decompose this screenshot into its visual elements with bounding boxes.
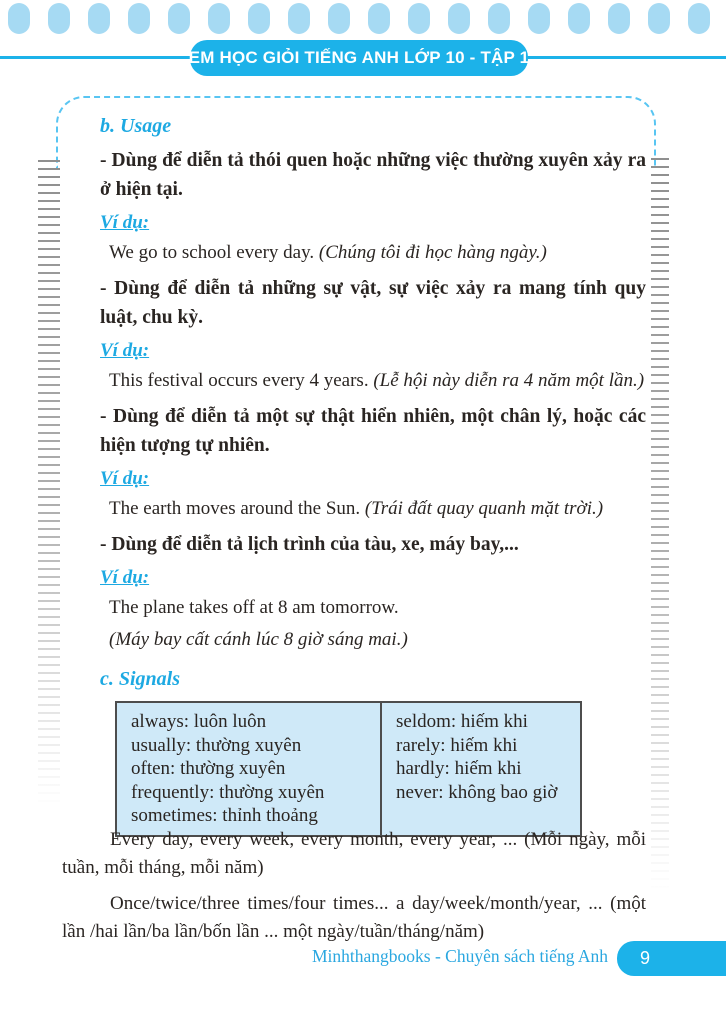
signal-entry: rarely: hiếm khi bbox=[396, 734, 518, 756]
publisher-footer: Minhthangbooks - Chuyên sách tiếng Anh bbox=[311, 946, 608, 966]
example-sentence bbox=[100, 368, 646, 394]
binding-pill-icon bbox=[128, 3, 150, 34]
example-english: We go to school every day. bbox=[109, 242, 315, 263]
usage-rule: - Dùng để diễn tả một sự thật hiển nhiên, một chân lý, hoặc các hiện tượng tự nhiên. bbox=[100, 406, 646, 456]
example-sentence bbox=[100, 496, 646, 522]
binding-pill-icon bbox=[248, 3, 270, 34]
binding-pill-icon bbox=[168, 3, 190, 34]
signals-table-left-column bbox=[117, 703, 382, 835]
example-sentence bbox=[100, 240, 646, 266]
example-label: Ví dụ: bbox=[100, 468, 150, 489]
signal-entry: hardly: hiếm khi bbox=[396, 758, 522, 779]
binding-pill-icon bbox=[528, 3, 550, 34]
usage-rule: - Dùng để diễn tả những sự vật, sự việc xảy ra mang tính quy luật, chu kỳ. bbox=[100, 278, 646, 328]
signals-table-right-column bbox=[382, 703, 580, 835]
signal-entry: frequently: thường xuyên bbox=[131, 781, 325, 803]
binding-pill-icon bbox=[328, 3, 350, 34]
binding-pill-icon bbox=[488, 3, 510, 34]
top-binding-decoration bbox=[8, 3, 726, 34]
example-english: The plane takes off at 8 am tomorrow. bbox=[109, 597, 399, 618]
binding-pill-icon bbox=[648, 3, 670, 34]
signal-entry: sometimes: thỉnh thoảng bbox=[131, 805, 318, 826]
example-vietnamese: (Lễ hội này diễn ra 4 năm một lần.) bbox=[373, 370, 645, 391]
binding-pill-icon bbox=[208, 3, 230, 34]
example-english: The earth moves around the Sun. bbox=[109, 498, 361, 519]
binding-pill-icon bbox=[8, 3, 30, 34]
example-vietnamese: (Trái đất quay quanh mặt trời.) bbox=[364, 498, 604, 519]
notes-section bbox=[62, 826, 646, 954]
signal-entry: often: thường xuyên bbox=[131, 758, 286, 779]
example-sentence-translation bbox=[100, 627, 646, 653]
binding-pill-icon bbox=[568, 3, 590, 34]
usage-rule: - Dùng để diễn tả lịch trình của tàu, xe, máy bay,... bbox=[100, 534, 519, 555]
page-number: 9 bbox=[640, 948, 651, 968]
signal-entry: never: không bao giờ bbox=[396, 781, 558, 803]
example-vietnamese: (Chúng tôi đi học hàng ngày.) bbox=[318, 242, 547, 263]
book-title-banner bbox=[190, 40, 528, 76]
binding-pill-icon bbox=[608, 3, 630, 34]
lesson-content bbox=[100, 114, 646, 837]
example-vietnamese: (Máy bay cất cánh lúc 8 giờ sáng mai.) bbox=[109, 629, 408, 650]
left-binding-decoration bbox=[38, 160, 60, 850]
example-label: Ví dụ: bbox=[100, 212, 150, 233]
example-label: Ví dụ: bbox=[100, 340, 150, 361]
signal-entry: usually: thường xuyên bbox=[131, 734, 302, 756]
note-paragraph: Once/twice/three times/four times... a day/week/month/year, ... (một lần /hai lần/ba lần/bốn lần ... một ngày/tuần/tháng/năm) bbox=[62, 893, 646, 942]
binding-pill-icon bbox=[368, 3, 390, 34]
binding-pill-icon bbox=[48, 3, 70, 34]
book-title: EM HỌC GIỎI TIẾNG ANH LỚP 10 - TẬP 1 bbox=[188, 48, 530, 67]
signal-entry: seldom: hiếm khi bbox=[396, 711, 528, 732]
signal-entry: always: luôn luôn bbox=[131, 711, 267, 732]
right-binding-decoration bbox=[651, 158, 669, 940]
binding-pill-icon bbox=[88, 3, 110, 34]
example-english: This festival occurs every 4 years. bbox=[109, 370, 369, 391]
usage-rule: - Dùng để diễn tả thói quen hoặc những việc thường xuyên xảy ra ở hiện tại. bbox=[100, 150, 646, 200]
binding-pill-icon bbox=[408, 3, 430, 34]
binding-pill-icon bbox=[448, 3, 470, 34]
note-paragraph: Every day, every week, every month, every year, ... (Mỗi ngày, mỗi tuần, mỗi tháng, mỗi năm) bbox=[62, 829, 646, 878]
example-sentence bbox=[100, 595, 646, 621]
example-label: Ví dụ: bbox=[100, 567, 150, 588]
binding-pill-icon bbox=[688, 3, 710, 34]
binding-pill-icon bbox=[288, 3, 310, 34]
usage-heading: b. Usage bbox=[100, 115, 172, 137]
page-number-badge bbox=[617, 941, 726, 976]
signals-table bbox=[115, 701, 582, 837]
signals-heading: c. Signals bbox=[100, 668, 181, 690]
